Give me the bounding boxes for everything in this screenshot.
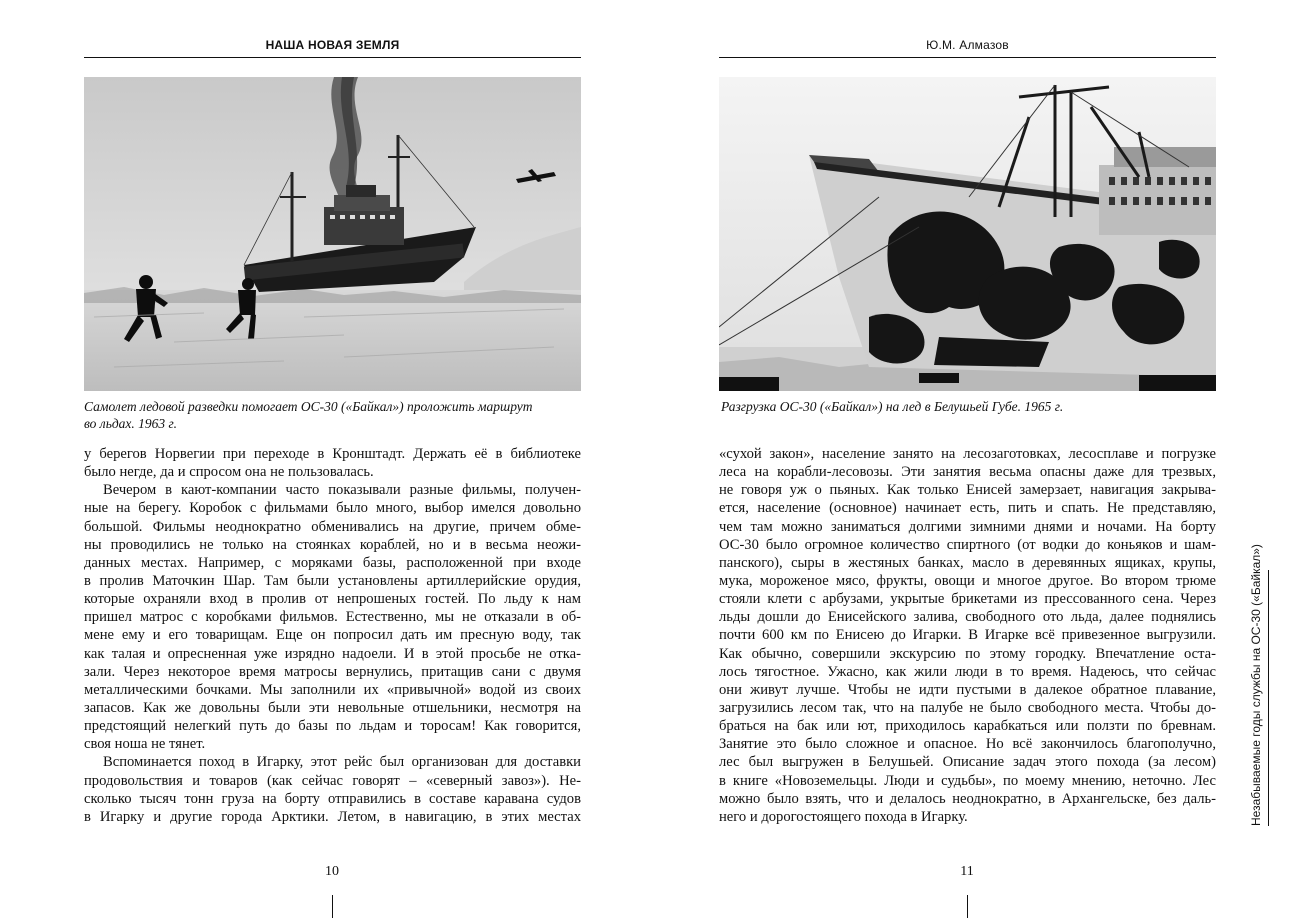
text-line: запасов. Как же довольны были эти невольные отшельники, несмотря на xyxy=(84,699,581,716)
text-line: данных местах. Например, с моряками базы, расположенной при входе xyxy=(84,554,581,571)
text-line: в книге «Новоземельцы. Люди и судьбы», по моему мнению, неточно. Лес xyxy=(719,772,1216,789)
text-line: «сухой закон», население занято на лесозаготовках, лесосплаве и погрузке xyxy=(719,446,1216,462)
text-line: лось тягостное. Ужасно, как жили люди в то время. Надеюсь, что сейчас xyxy=(719,663,1216,680)
left-page xyxy=(84,0,581,918)
right-page xyxy=(719,0,1216,918)
text-line: Вспоминается поход в Игарку, этот рейс был организован для доставки xyxy=(103,754,581,771)
text-line: лес был выгружен в Белушьей. Описание задач этого похода (за лесом) xyxy=(719,754,1216,771)
text-line: мука, мороженое мясо, фрукты, овощи и многое другое. Во втором трюме xyxy=(719,572,1216,589)
header-rule-left xyxy=(84,57,581,58)
text-line: которые охраняли вход в пролив от непрошеных гостей. По льду к нам xyxy=(84,591,581,608)
text-line: Вечером в кают-компании часто показывали разные фильмы, получен- xyxy=(103,482,581,499)
text-line: стояли клети с арбузами, укрытые брикетами из прессованного сена. Через xyxy=(719,591,1216,608)
text-line: Занятие это было сложное и опасное. Но всё закончилось благополучно, xyxy=(719,736,1216,753)
text-line: своя ноша не тянет. xyxy=(84,736,206,753)
running-head-right: Ю.М. Алмазов xyxy=(926,38,1009,52)
photo-caption-left xyxy=(84,398,581,432)
text-line: ны проводились не только на стоянках кораблей, но и в весьма неожи- xyxy=(84,536,581,553)
text-line: было негде, да и спросом она не пользовалась. xyxy=(84,464,374,481)
text-line: браться на бак или ют, приходилось карабкаться или ползти по бревнам. xyxy=(719,718,1216,735)
text-line: мене ему и его товарищам. Еще он попросил дать им пресную воду, так xyxy=(84,627,581,644)
text-line: зали. Через некоторое время матросы вернулись, притащив сани с двумя xyxy=(84,663,581,680)
text-line: ные на берегу. Коробок с фильмами было много, выбор имелся довольно xyxy=(84,500,581,517)
text-line: загрузились лесом так, что на палубе не было свободного места. Чтобы до- xyxy=(719,699,1216,716)
bottom-mark-left xyxy=(332,895,333,918)
photo-ship-unloading-image xyxy=(719,77,1216,391)
caption-line: Самолет ледовой разведки помогает ОС-30 («Байкал») проложить маршрут xyxy=(84,399,533,414)
text-line: предстоящий нелегкий путь до базы по льдам и торосам! Как говорится, xyxy=(84,718,581,735)
text-line: продовольствия и товаров (как сейчас говорят – «северный завоз»). Не- xyxy=(84,772,581,789)
text-line: они живут лучше. Чтобы не идти пустыми в далекое обратное плавание, xyxy=(719,681,1216,698)
side-title-text: Незабываемые годы службы на ОС-30 («Байкал») xyxy=(1249,544,1263,826)
text-line: не говоря уж о пьяных. Как только Енисей замерзает, навигация закрыва- xyxy=(719,482,1216,499)
photo-ship-unloading xyxy=(719,77,1216,391)
text-line: Как обычно, совершили экскурсию по этому городку. Впечатление оста- xyxy=(719,645,1216,662)
body-text-right xyxy=(719,445,1216,826)
caption-line: во льдах. 1963 г. xyxy=(84,416,177,431)
text-line: ОС-30 было огромное количество спиртного (от водки до коньяков и шам- xyxy=(719,536,1216,553)
text-line: него и дорогостоящего похода в Игарку. xyxy=(719,808,968,825)
body-text-left xyxy=(84,445,581,826)
text-line: можно было взять, что и делалось неоднократно, в Архангельске, без даль- xyxy=(719,790,1216,807)
text-line: ется, население (основное) начинает есть, пить и спать. Не представляю, xyxy=(719,500,1216,517)
text-line: льды дошли до Енисейского залива, свободного ото льда, далее поднялись xyxy=(719,609,1216,626)
text-line: большой. Фильмы неоднократно обменивались на другие, причем обме- xyxy=(84,518,581,535)
page-number-left: 10 xyxy=(325,864,339,879)
text-line: у берегов Норвегии при переходе в Кронштадт. Держать её в библиотеке xyxy=(84,446,581,462)
text-line: леса на корабли-лесовозы. Эти занятия весьма опасны даже для трезвых, xyxy=(719,464,1216,481)
text-line: панского), сыры в жестяных банках, масло в деревянных ящиках, крупы, xyxy=(719,554,1216,571)
text-line: пришел матрос с коробками фильмов. Естественно, мы не отказали в об- xyxy=(84,609,581,626)
caption-line: Разгрузка ОС-30 («Байкал») на лед в Белушьей Губе. 1965 г. xyxy=(721,399,1064,414)
photo-icebreaker-with-plane-image xyxy=(84,77,581,391)
text-line: металлическими бочками. Мы заполнили их «привычной» водой из своих xyxy=(84,681,581,698)
text-line: сколько тысяч тонн груза на борту отправились в составе каравана судов xyxy=(84,790,581,807)
photo-caption-right xyxy=(721,398,1218,415)
text-line: в пролив Маточкин Шар. Там были установлены артиллерийские орудия, xyxy=(84,572,581,589)
text-line: чем там можно заниматься долгими зимними днями и ночами. На борту xyxy=(719,518,1216,535)
photo-icebreaker-with-plane xyxy=(84,77,581,391)
page-number-right: 11 xyxy=(960,864,974,879)
header-rule-right xyxy=(719,57,1216,58)
side-title-rule xyxy=(1268,570,1269,826)
text-line: как талая и опресненная уже изрядно надоели. И в этой просьбе не отка- xyxy=(84,645,581,662)
running-head-left: НАША НОВАЯ ЗЕМЛЯ xyxy=(265,38,400,52)
text-line: в Игарку и другие города Арктики. Летом, в навигацию, в этих местах xyxy=(84,808,581,825)
text-line: почти 600 км по Енисею до Игарки. В Игарке всё привезенное выгрузили. xyxy=(719,627,1216,644)
bottom-mark-right xyxy=(967,895,968,918)
